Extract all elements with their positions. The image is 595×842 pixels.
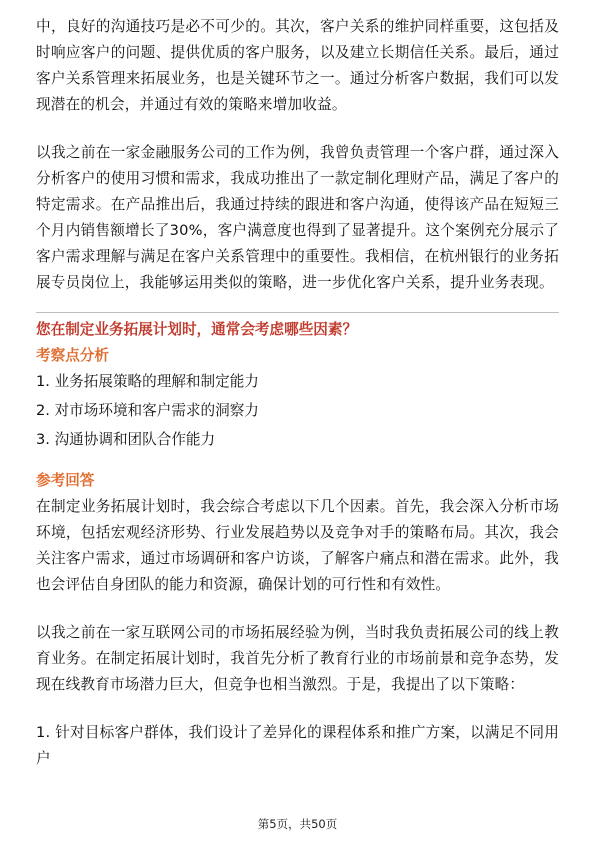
section-divider — [36, 312, 559, 313]
list-item: 3. 沟通协调和团队合作能力 — [36, 431, 216, 448]
body-paragraph-2: 以我之前在一家金融服务公司的工作为例，我曾负责管理一个客户群，通过深入分析客户的使用习惯和需求，我成功推出了一款定制化理财产品，满足了客户的特定需求。在产品推出后，我通过持续的跟进和客户沟通，使得该产品在短短三个月内销售额增长了30%，客户满意度也得到了显著提升。这个案例充分展示了客户需求理解与满足在客户关系管理中的重要性。我相信，在杭州银行的业务拓展专员岗位上，我能够运用类似的策略，进一步优化客户关系，提升业务表现。 — [36, 144, 559, 291]
spacer — [36, 456, 559, 468]
list-item: 2. 对市场环境和客户需求的洞察力 — [36, 402, 259, 419]
body-paragraph-1: 中，良好的沟通技巧是必不可少的。其次，客户关系的维护同样重要，这包括及时响应客户的问题、提供优质的客户服务，以及建立长期信任关系。最后，通过客户关系管理来拓展业务，也是关键环节之一。通过分析客户数据，我们可以发现潜在的机会，并通过有效的策略来增加收益。 — [36, 18, 559, 113]
interview-question: 您在制定业务拓展计划时，通常会考虑哪些因素？ — [36, 321, 358, 338]
answer-title: 参考回答 — [36, 472, 95, 489]
answer-paragraph-3: 1. 针对目标客户群体，我们设计了差异化的课程体系和推广方案，以满足不同用户 — [36, 724, 559, 767]
page-content — [36, 14, 559, 772]
spacer — [36, 598, 559, 620]
page-footer: 第5页，共50页 — [257, 817, 338, 831]
answer-paragraph-1: 在制定业务拓展计划时，我会综合考虑以下几个因素。首先，我会深入分析市场环境，包括宏观经济形势、行业发展趋势以及竞争对手的策略布局。其次，我会关注客户需求，通过市场调研和客户访谈，了解客户痛点和潜在需求。此外，我也会评估自身团队的能力和资源，确保计划的可行性和有效性。 — [36, 498, 559, 593]
answer-paragraph-2: 以我之前在一家互联网公司的市场拓展经验为例，当时我负责拓展公司的线上教育业务。在制定拓展计划时，我首先分析了教育行业的市场前景和竞争态势，发现在线教育市场潜力巨大，但竞争也相当激烈。于是，我提出了以下策略： — [36, 624, 559, 693]
list-item: 1. 业务拓展策略的理解和制定能力 — [36, 373, 259, 390]
spacer — [36, 698, 559, 720]
analysis-list — [36, 369, 559, 453]
analysis-title: 考察点分析 — [36, 347, 109, 364]
spacer — [36, 118, 559, 140]
